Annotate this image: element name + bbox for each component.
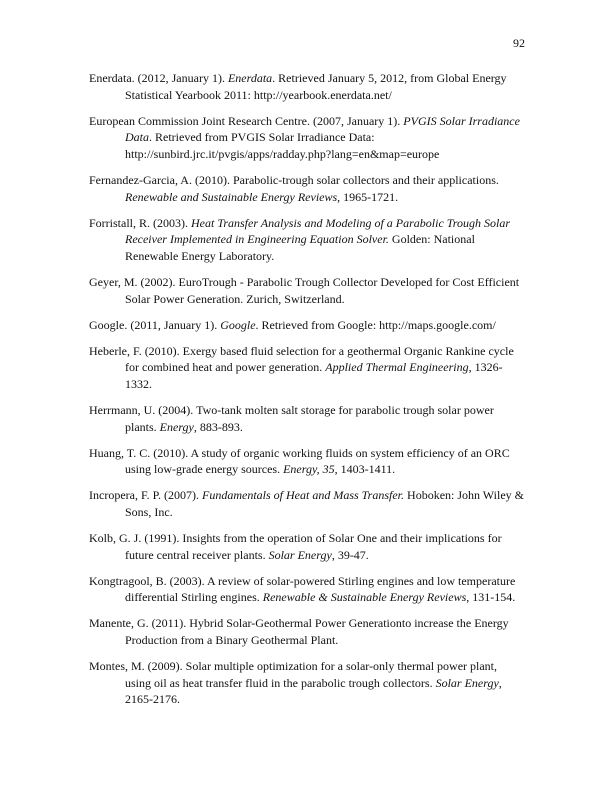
reference-italic-text: Google (220, 317, 256, 332)
reference-entry (89, 615, 525, 648)
reference-text: . Retrieved from Google: http://maps.google.com/ (255, 317, 496, 332)
reference-text: , 1326-1332. (125, 360, 503, 391)
reference-text: Google. (2011, January 1). (89, 317, 221, 332)
reference-text: , 883-893. (193, 419, 243, 434)
reference-entry (89, 402, 525, 435)
reference-italic-text: PVGIS Solar Irradiance Data (125, 113, 520, 145)
reference-italic-text: Renewable and Sustainable Energy Reviews (125, 189, 338, 204)
reference-italic-text: Enerdata (227, 71, 273, 85)
reference-text: Geyer, M. (2002). EuroTrough - Parabolic Trough Collector Developed for Cost Efficient Solar Power Generation. Zurich, Switzerland. (89, 274, 520, 306)
reference-text: Montes, M. (2009). Solar multiple optimization for a solar-only thermal power plant, using oil as heat transfer fluid in the parabolic trough collectors. (89, 659, 498, 690)
reference-entry (89, 215, 525, 265)
reference-entry (89, 573, 525, 606)
reference-text: . Retrieved from PVGIS Solar Irradiance Data: http://sunbird.jrc.it/pvgis/apps/radday.php?lang=en&map=europe (125, 130, 440, 161)
reference-entry (89, 530, 525, 563)
reference-text: Fernandez-Garcia, A. (2010). Parabolic-trough solar collectors and their applications. (89, 172, 499, 187)
reference-entry (89, 172, 525, 205)
reference-list (89, 70, 525, 717)
reference-italic-text: Renewable & Sustainable Energy Reviews (262, 590, 467, 605)
reference-text: Golden: National Renewable Energy Laboratory. (125, 232, 475, 263)
reference-entry (89, 343, 525, 393)
reference-text: Kolb, G. J. (1991). Insights from the operation of Solar One and their implications for future central receiver plants. (89, 531, 502, 562)
reference-entry (89, 274, 525, 307)
reference-italic-text: Solar Energy (435, 675, 499, 690)
reference-text: European Commission Joint Research Centre. (2007, January 1). (89, 113, 404, 128)
reference-text: Herrmann, U. (2004). Two-tank molten salt storage for parabolic trough solar power plants. (89, 403, 494, 434)
reference-text: , 1403-1411. (334, 462, 396, 477)
reference-entry (89, 658, 525, 708)
reference-text: Huang, T. C. (2010). A study of organic working fluids on system efficiency of an ORC using low-grade energy sources. (89, 445, 510, 477)
reference-text: , 1965-1721. (337, 189, 399, 204)
reference-text: , 2165-2176. (125, 675, 502, 707)
reference-text: Heberle, F. (2010). Exergy based fluid selection for a geothermal Organic Rankine cycle for combined heat and power generation. (89, 343, 514, 375)
reference-italic-text: Energy (159, 419, 194, 434)
reference-text: . Retrieved January 5, 2012, from Global Energy Statistical Yearbook 2011: http://yearbook.enerdata.net/ (125, 71, 507, 102)
reference-text: Forristall, R. (2003). (89, 215, 191, 230)
reference-italic-text: Energy, 35 (283, 462, 335, 477)
reference-text: Enerdata. (2012, January 1). (89, 71, 228, 85)
reference-text: , 131-154. (466, 590, 516, 605)
reference-text: Manente, G. (2011). Hybrid Solar-Geothermal Power Generationto increase the Energy Production from a Binary Geothermal Plant. (89, 616, 509, 648)
reference-text: Incropera, F. P. (2007). (89, 488, 203, 503)
reference-text: Hoboken: John Wiley & Sons, Inc. (125, 488, 524, 519)
reference-entry (89, 70, 525, 103)
reference-italic-text: Heat Transfer Analysis and Modeling of a Parabolic Trough Solar Receiver Implemented in Engineering Equation Solver. (125, 215, 511, 247)
reference-italic-text: Solar Energy (268, 547, 332, 562)
reference-italic-text: Applied Thermal Engineering (325, 360, 469, 375)
reference-text: Kongtragool, B. (2003). A review of solar-powered Stirling engines and low temperature differential Stirling engines. (89, 573, 516, 605)
reference-entry (89, 317, 525, 334)
reference-entry (89, 487, 525, 520)
page-number: 92 (513, 36, 525, 50)
reference-text: , 39-47. (331, 547, 369, 562)
reference-italic-text: Fundamentals of Heat and Mass Transfer. (202, 488, 405, 503)
reference-entry (89, 445, 525, 478)
reference-entry (89, 113, 525, 163)
